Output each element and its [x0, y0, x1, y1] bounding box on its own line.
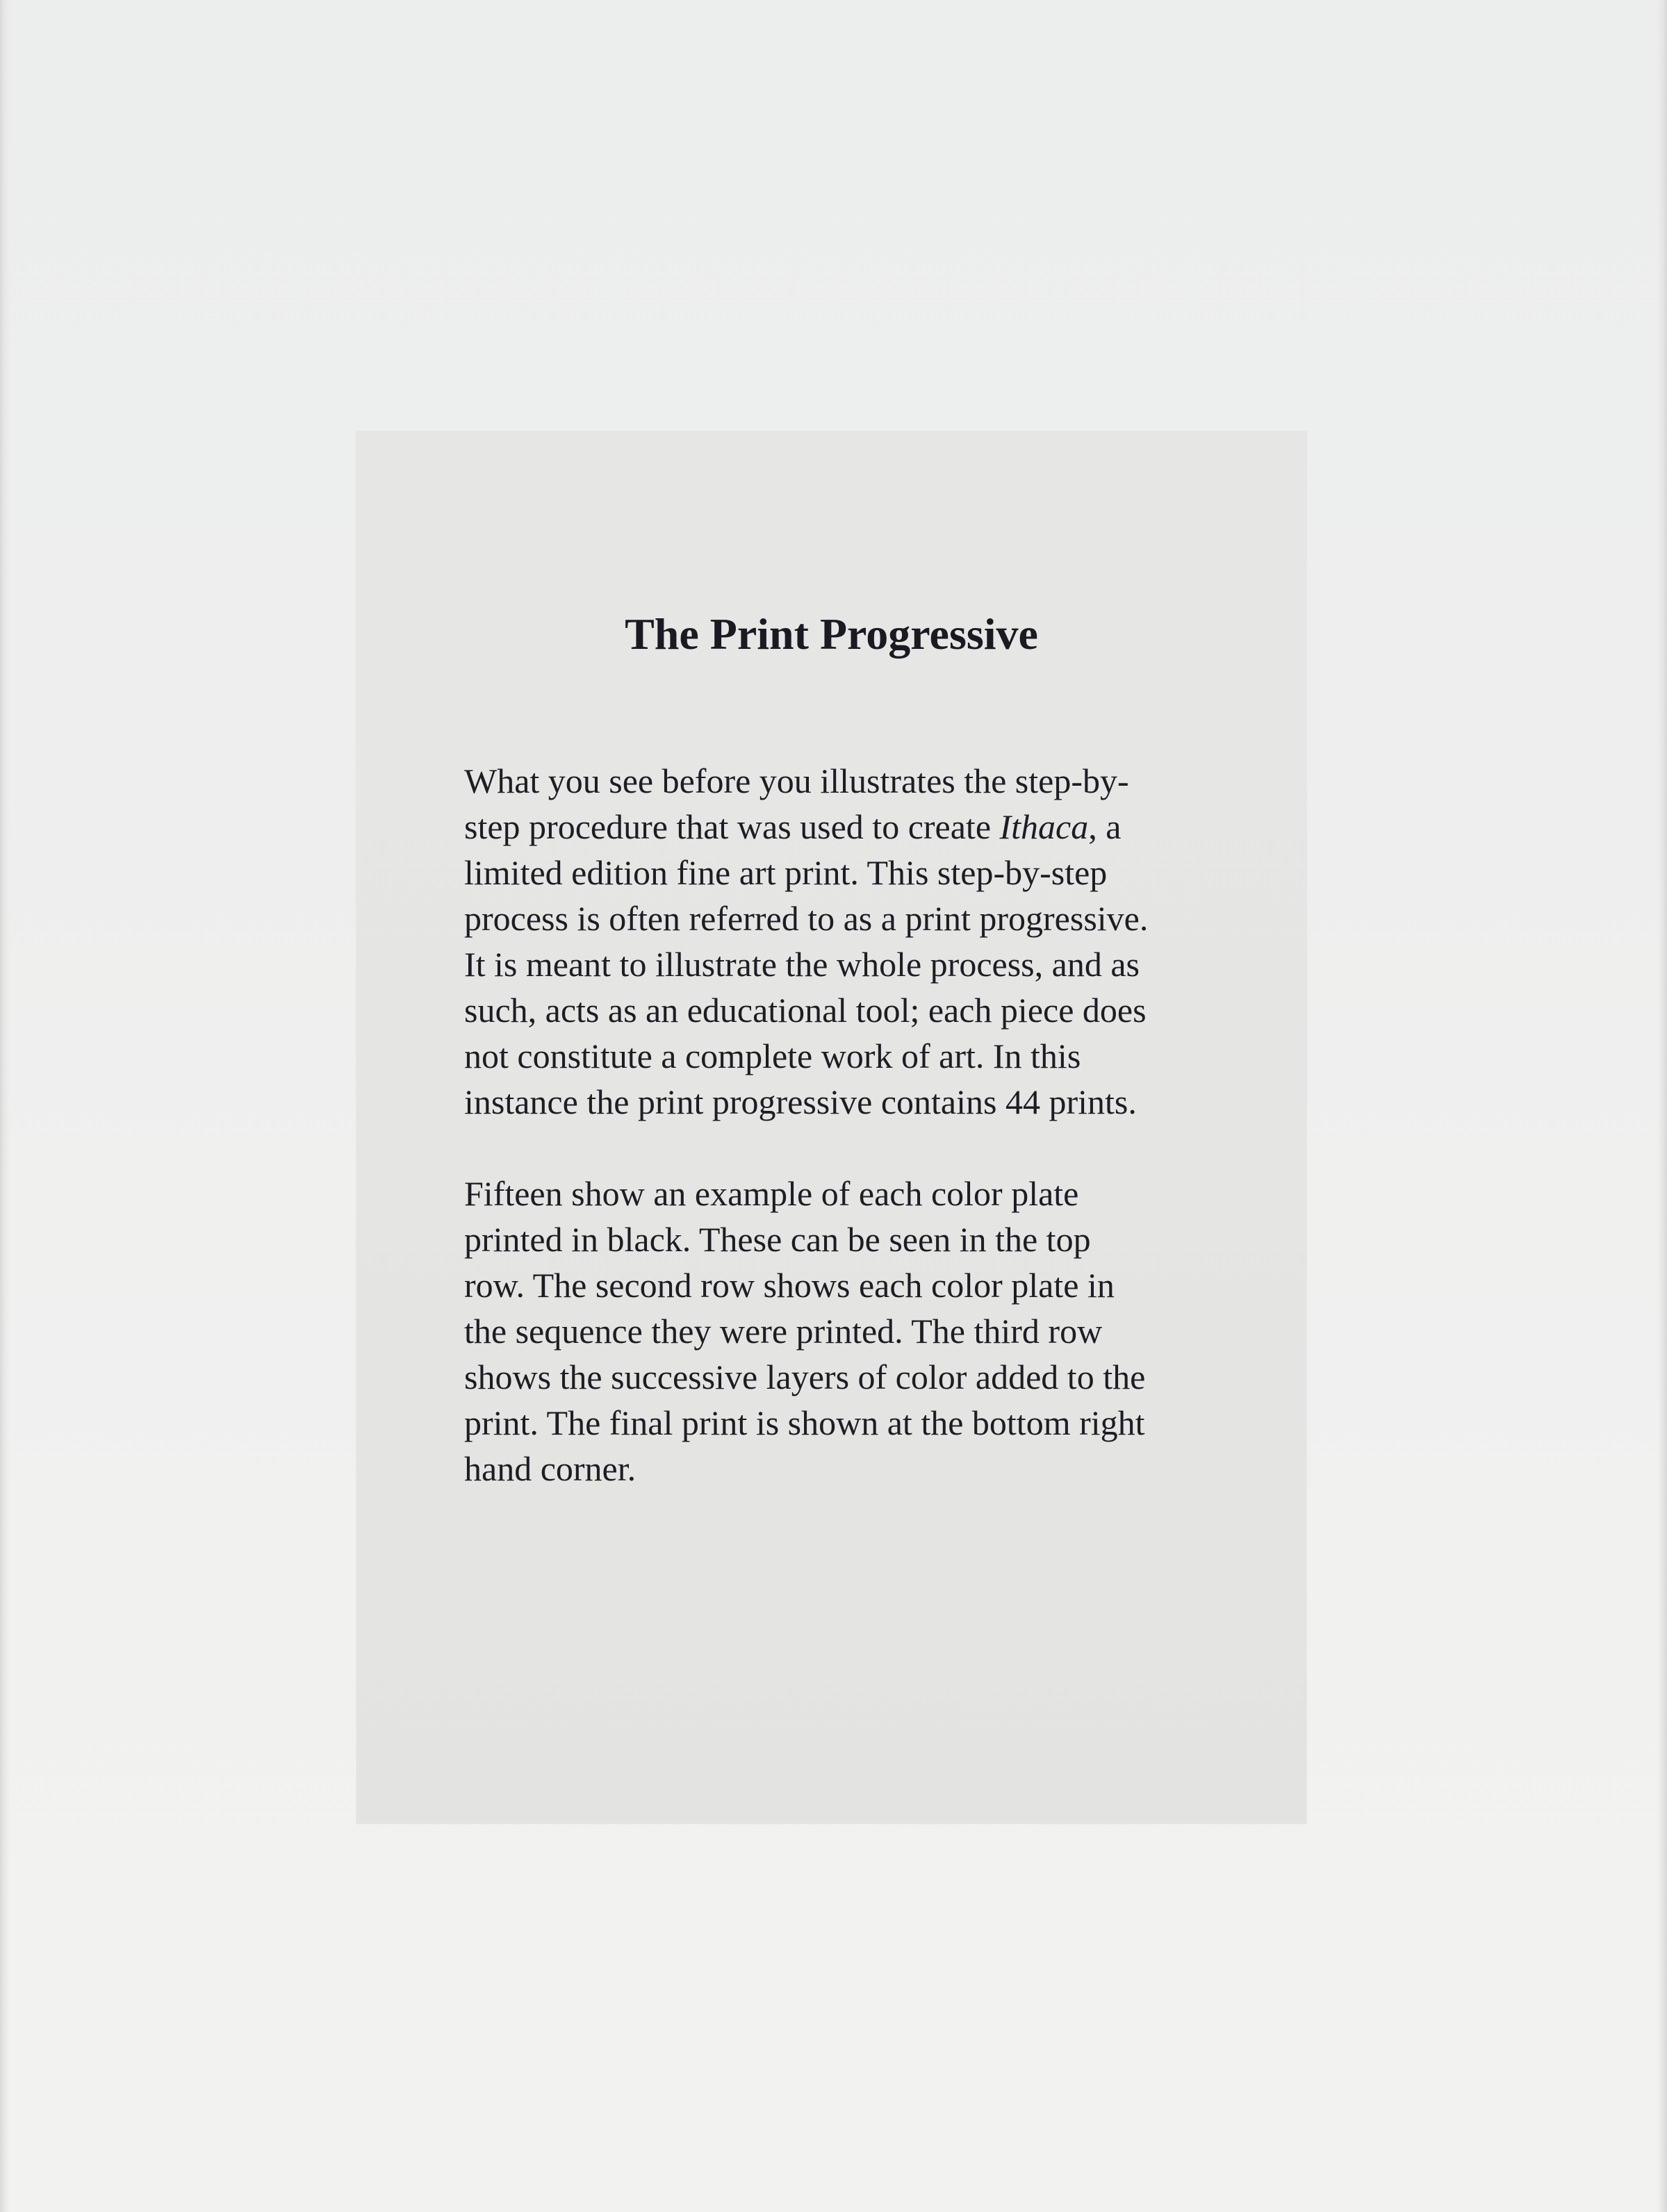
deckle-edge-right	[1657, 0, 1667, 2212]
deckle-edge-left	[0, 0, 10, 2212]
paragraph-rows-explanation	[464, 1171, 1256, 1492]
text-line: instance the print progressive contains 44 prints.	[464, 1082, 1137, 1121]
text-line: not constitute a complete work of art. In this	[464, 1037, 1081, 1075]
text-line	[464, 804, 1256, 850]
text-line: hand corner.	[464, 1449, 637, 1488]
text-line: Fifteen show an example of each color plate	[464, 1174, 1079, 1213]
artwork-title-ithaca: Ithaca	[999, 807, 1089, 846]
text-line: process is often referred to as a print progressive.	[464, 899, 1149, 938]
text-line: What you see before you illustrates the step-by-	[464, 761, 1129, 800]
text-line: such, acts as an educational tool; each piece does	[464, 991, 1147, 1030]
paragraph-intro	[464, 758, 1256, 1125]
text-line: the sequence they were printed. The third row	[464, 1312, 1103, 1351]
printed-text-sheet	[356, 431, 1306, 1824]
text-segment: step procedure that was used to create	[464, 807, 1000, 846]
text-line: shows the successive layers of color added to the	[464, 1357, 1146, 1396]
page-title: The Print Progressive	[625, 609, 1038, 659]
text-line: printed in black. These can be seen in the top	[464, 1220, 1091, 1259]
text-line: print. The final print is shown at the bottom right	[464, 1403, 1145, 1442]
text-line: limited edition fine art print. This step-by-step	[464, 853, 1108, 892]
text-segment: , a	[1088, 807, 1122, 846]
text-line: It is meant to illustrate the whole process, and as	[464, 945, 1140, 984]
text-line: row. The second row shows each color plate in	[464, 1266, 1115, 1305]
